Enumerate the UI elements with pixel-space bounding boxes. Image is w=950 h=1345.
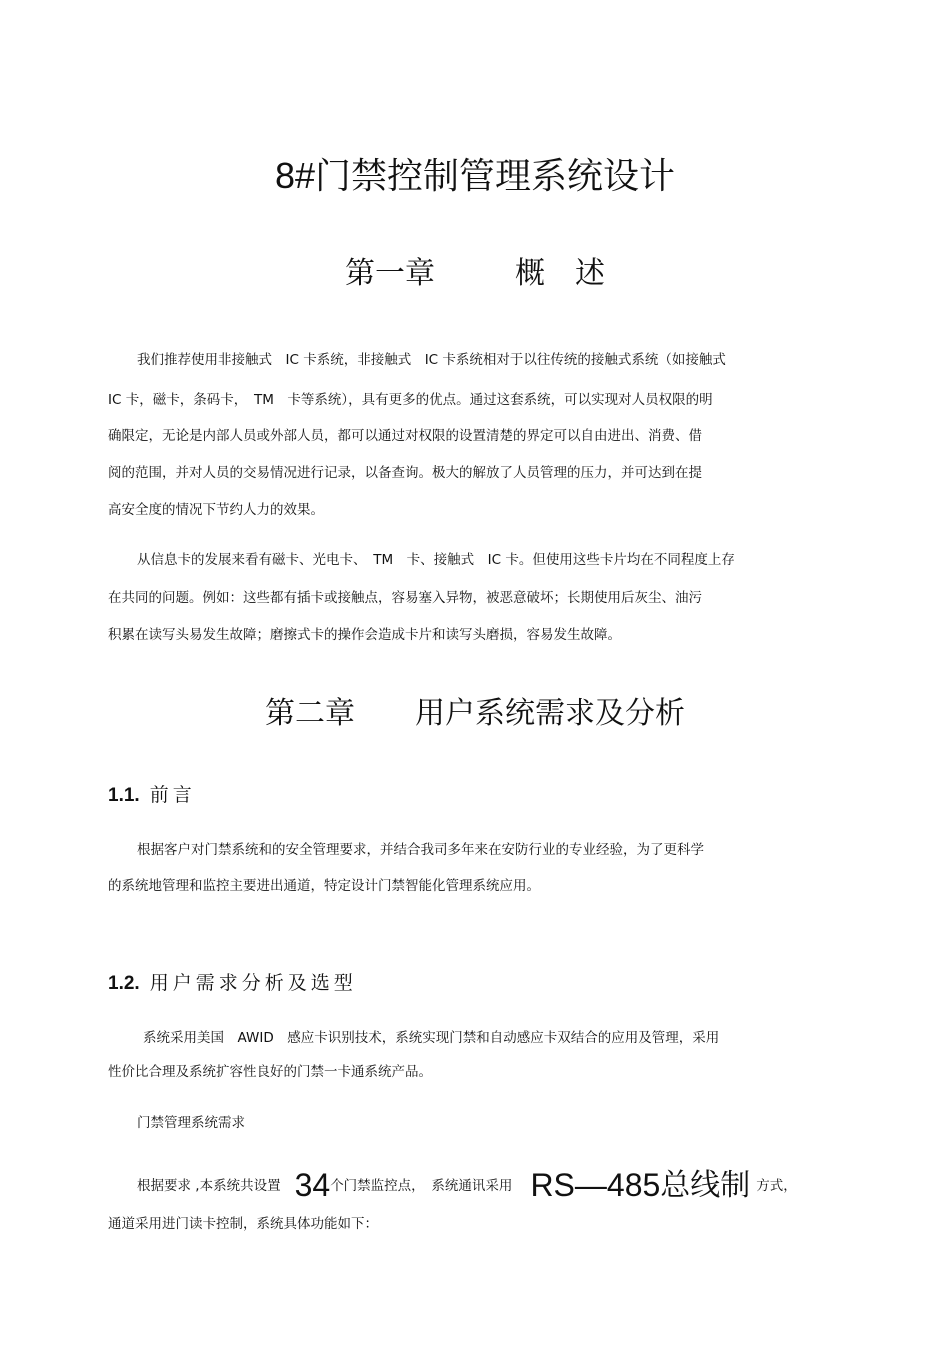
- title-number: 8#: [274, 155, 316, 196]
- ch1-p2-line-3: 积累在读写头易发生故障；磨擦式卡的操作会造成卡片和读写头磨损，容易发生故障。: [108, 627, 621, 643]
- ch1-p1-line-1: 我们推荐使用非接触式 IC 卡系统，非接触式 IC 卡系统相对于以往传统的接触式系统（如接触式: [137, 352, 726, 368]
- requirements-line-1: [137, 1167, 797, 1203]
- section-1-2-heading: [108, 970, 357, 997]
- title-text: 门禁控制管理系统设计: [315, 156, 676, 197]
- section-1-1-number: 1.1.: [108, 785, 140, 806]
- s12-line-1: 系统采用美国 AWID 感应卡识别技术，系统实现门禁和自动感应卡双结合的应用及管理，采用: [143, 1030, 720, 1046]
- section-1-1-title: 前言: [149, 784, 196, 806]
- ch1-p1-line-2: IC 卡，磁卡，条码卡， TM 卡等系统），具有更多的优点。通过这套系统，可以实现对人员权限的明: [108, 392, 713, 408]
- s11-line-1: 根据客户对门禁系统和的安全管理要求，并结合我司多年来在安防行业的专业经验，为了更科学: [137, 842, 704, 858]
- chapter-1-title: 概 述: [515, 256, 605, 291]
- section-1-2-number: 1.2.: [108, 973, 140, 994]
- document-title: [0, 150, 950, 203]
- chapter-2-label: 第二章: [265, 696, 355, 731]
- chapter-2-title: 用户系统需求及分析: [415, 696, 685, 731]
- section-1-2-title: 用户需求分析及选型: [149, 972, 357, 994]
- req-post: 方式，: [756, 1178, 797, 1194]
- section-1-1-heading: [108, 782, 196, 809]
- req-mid: 个门禁监控点， 系统通讯采用: [330, 1178, 513, 1194]
- ch1-p1-line-3: 确限定，无论是内部人员或外部人员，都可以通过对权限的设置清楚的界定可以自由进出、消费、借: [108, 428, 702, 444]
- req-pre: 根据要求 ,本系统共设置: [137, 1178, 281, 1194]
- s11-line-2: 的系统地管理和监控主要进出通道，特定设计门禁智能化管理系统应用。: [108, 878, 540, 894]
- req-bus-standard: RS—485: [530, 1167, 661, 1203]
- s12-line-2: 性价比合理及系统扩容性良好的门禁一卡通系统产品。: [108, 1064, 432, 1080]
- chapter-2-heading: [0, 693, 950, 735]
- chapter-1-heading: [0, 253, 950, 295]
- requirements-line-2: 通道采用进门读卡控制，系统具体功能如下：: [108, 1216, 378, 1232]
- req-count: 34: [294, 1167, 331, 1203]
- ch1-p2-line-2: 在共同的问题。例如：这些都有插卡或接触点，容易塞入异物，被恶意破坏；长期使用后灰尘、油污: [108, 590, 702, 606]
- ch1-p1-line-4: 阅的范围，并对人员的交易情况进行记录，以备查询。极大的解放了人员管理的压力，并可达到在提: [108, 465, 702, 481]
- ch1-p1-line-5: 高安全度的情况下节约人力的效果。: [108, 502, 324, 518]
- requirements-heading: 门禁管理系统需求: [137, 1115, 245, 1131]
- chapter-1-label: 第一章: [345, 256, 435, 291]
- req-bus-type: 总线制: [660, 1168, 751, 1203]
- ch1-p2-line-1: 从信息卡的发展来看有磁卡、光电卡、 TM 卡、接触式 IC 卡。但使用这些卡片均在不同程度上存: [137, 552, 735, 568]
